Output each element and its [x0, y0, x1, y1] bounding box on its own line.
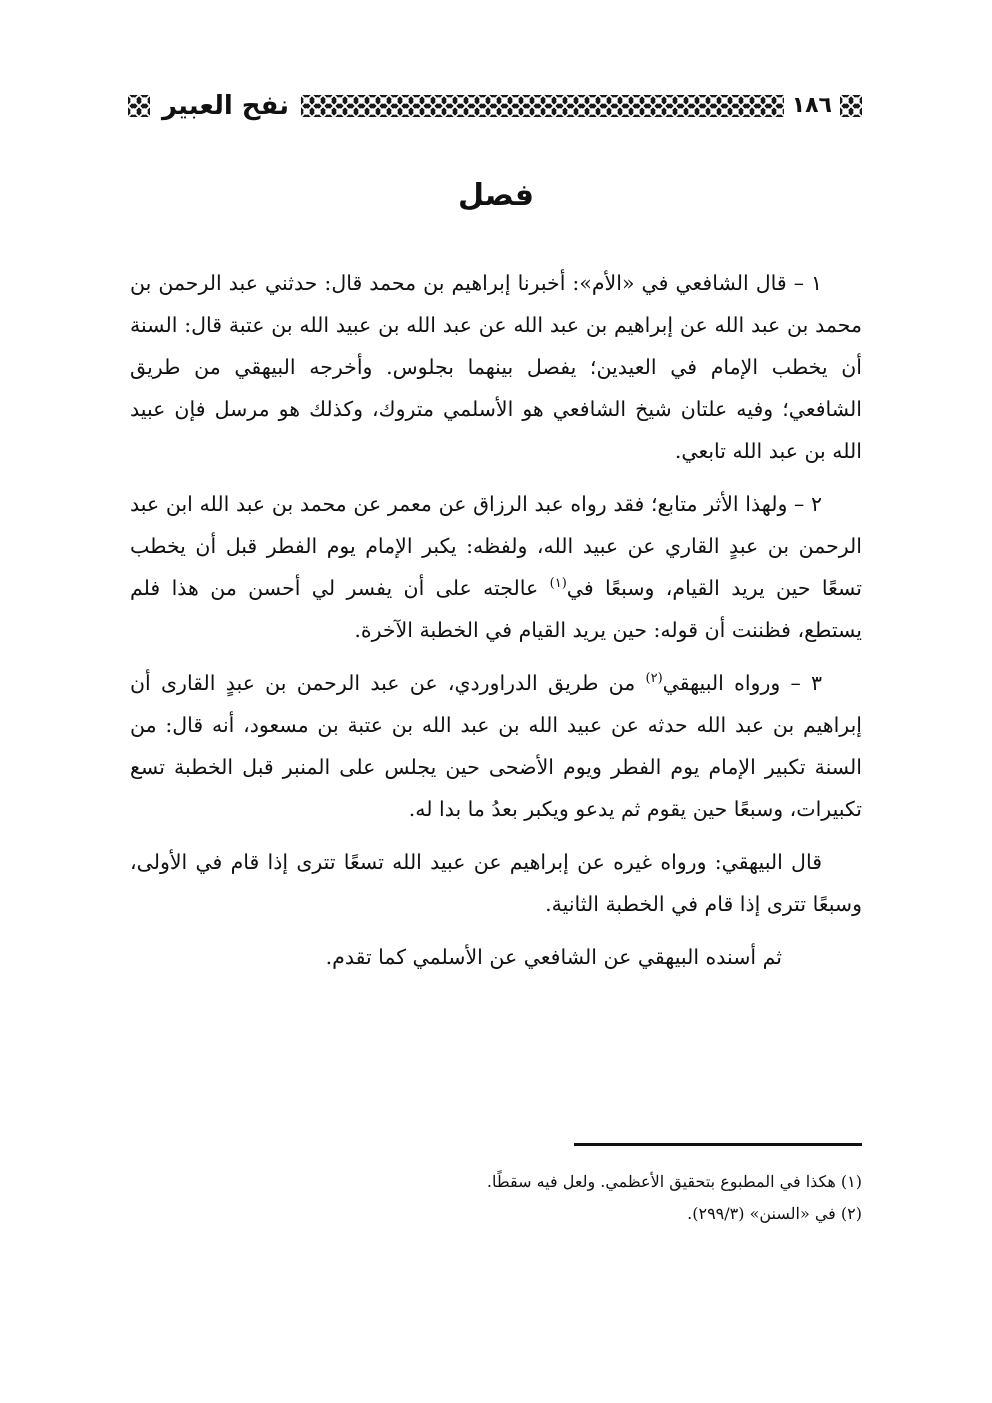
paragraph-text: قال البيهقي: ورواه غيره عن إبراهيم عن عبيد الله تسعًا تترى إذا قام في الأولى، وسبعًا تترى إذا قام في الخطبة الثانية. — [130, 850, 862, 916]
footnote-divider — [574, 1143, 862, 1146]
ornament-band-icon — [301, 95, 784, 117]
paragraph — [130, 662, 862, 830]
footnote-item: (١) هكذا في المطبوع بتحقيق الأعظمي. ولعل فيه سقطًا. — [486, 1172, 862, 1191]
running-header — [128, 86, 862, 126]
section-title: فصل — [458, 178, 534, 213]
ornament-icon — [840, 95, 862, 117]
footnote-marker[interactable]: (٢) — [645, 671, 663, 687]
paragraph-text: ١ – قال الشافعي في «الأم»: أخبرنا إبراهيم بن محمد قال: حدثني عبد الرحمن بن محمد بن عبد الله عن إبراهيم بن عبد الله عن عبد الله بن عبيد الله بن عتبة قال: السنة أن يخطب الإمام في العيدين؛ يفصل بينهما بجلوس. وأخرجه البيهقي من طريق الشافعي؛ وفيه علتان شيخ الشافعي هو الأسلمي متروك، وكذلك هو مرسل فإن عبيد الله بن عبد الله تابعي. — [130, 271, 862, 463]
paragraph — [130, 483, 862, 651]
footnote-marker[interactable]: (١) — [549, 576, 567, 592]
paragraph — [130, 841, 862, 925]
book-title: نفح العبير — [162, 91, 290, 121]
paragraph-text: ٣ – ورواه البيهقي — [662, 671, 822, 695]
closing-line: ثم أسنده البيهقي عن الشافعي عن الأسلمي كما تقدم. — [325, 945, 782, 969]
paragraph-text: عالجته على أن يفسر لي أحسن من هذا فلم يستطع، فظننت أن قوله: حين يريد القيام في الخطبة الآخرة. — [130, 576, 862, 642]
paragraph — [130, 262, 862, 472]
footnotes — [130, 1166, 862, 1230]
main-text — [130, 262, 862, 989]
paragraph-text: من طريق الدراوردي، عن عبد الرحمن بن عبدٍ القارى أن إبراهيم بن عبد الله حدثه عن عبيد الله بن عبد الله بن عتبة بن مسعود، أنه قال: من السنة تكبير الإمام يوم الفطر ويوم الأضحى حين يجلس على المنبر قبل الخطبة تسع تكبيرات، وسبعًا حين يقوم ثم يدعو ويكبر بعدُ ما بدا له. — [130, 671, 862, 821]
paragraph-text: ٢ – ولهذا الأثر متابع؛ فقد رواه عبد الرزاق عن معمر عن محمد بن عبد الله ابن عبد الرحمن بن عبدٍ القاري عن عبيد الله، ولفظه: يكبر الإمام يوم الفطر قبل أن يخطب تسعًا حين يريد القيام، وسبعًا في — [130, 492, 862, 600]
footnote-item: (٢) في «السنن» (٢٩٩/٣). — [687, 1204, 862, 1223]
page-number: ١٨٦ — [791, 93, 832, 118]
ornament-icon — [128, 95, 150, 117]
